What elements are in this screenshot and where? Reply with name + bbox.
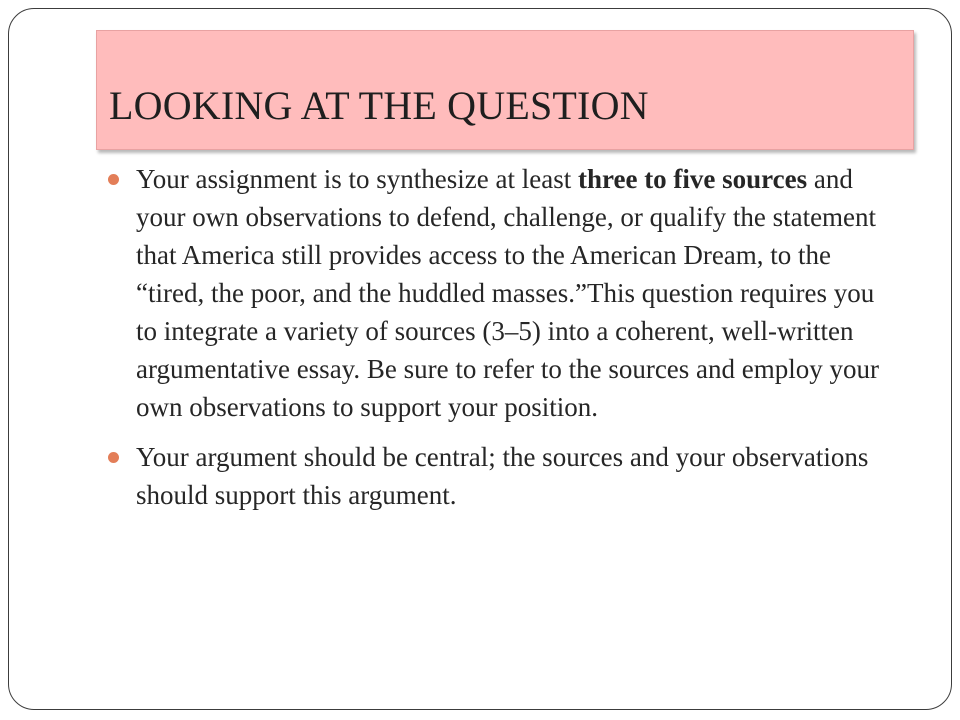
bullet-text: Your argument should be central; the sources and your observations should support this argument. [136, 442, 869, 510]
bullet-text-start: Your assignment is to synthesize at least [136, 164, 578, 194]
bullet-text [136, 164, 879, 422]
bullet-dot-icon [108, 452, 119, 463]
bullet-item-assignment [100, 160, 890, 426]
bullet-item-argument [100, 438, 890, 514]
bullet-dot-icon [108, 174, 119, 185]
slide-title: LOOKING AT THE QUESTION [109, 83, 649, 128]
slide-content [100, 160, 890, 514]
bullet-emphasis: three to five sources [577, 164, 808, 194]
title-bar [96, 30, 914, 150]
bullet-text-end: and your own observations to defend, challenge, or qualify the statement that America still provides access to the American Dream, to the “tired, the poor, and the huddled masses.”This question requires you to integrate a variety of sources (3–5) into a coherent, well-written argumentative essay. Be sure to refer to the sources and employ your own observations to support your position. [136, 164, 880, 422]
